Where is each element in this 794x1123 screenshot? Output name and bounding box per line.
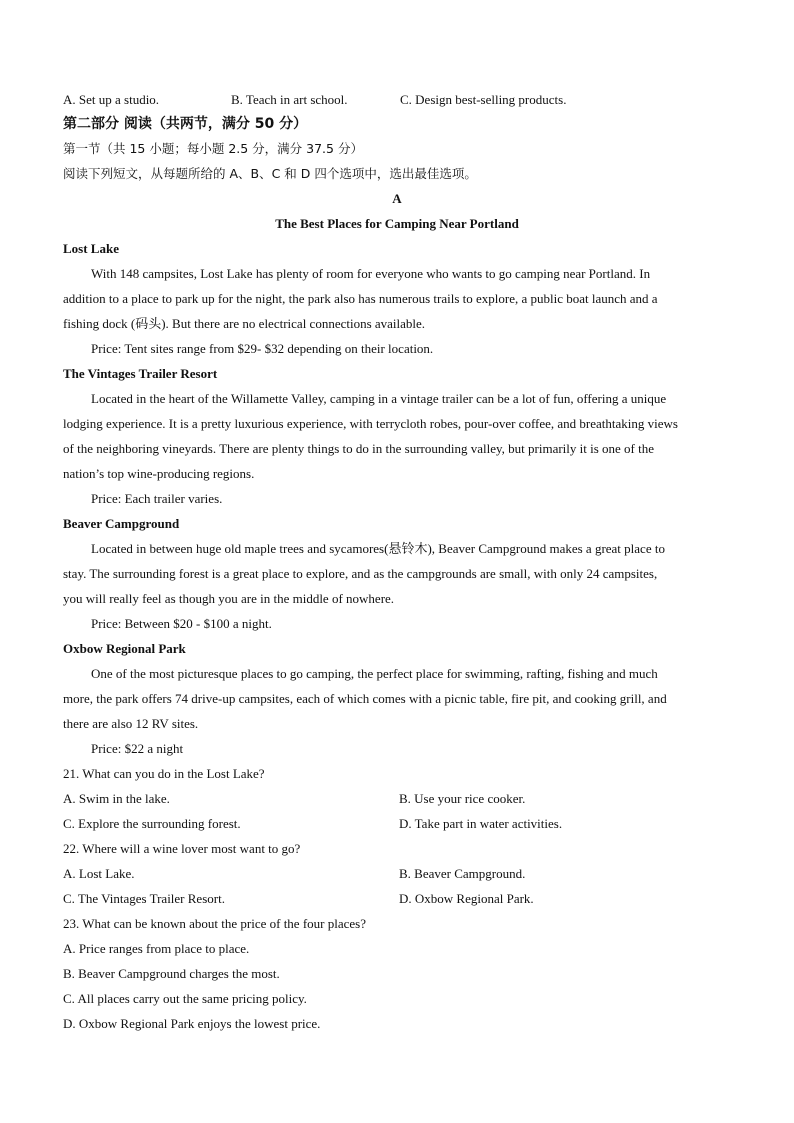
paragraph-line: more, the park offers 74 drive-up campsites, each of which comes with a picnic table, fire pit, and cooking grill, and	[63, 691, 667, 706]
paragraph-line: One of the most picturesque places to go camping, the perfect place for swimming, rafting, fishing and much	[91, 666, 658, 681]
price-line: Price: $22 a night	[91, 741, 184, 756]
prev-option-a: A. Set up a studio.	[63, 92, 160, 107]
prev-option-c: C. Design best-selling products.	[400, 92, 567, 107]
question-21-stem: 21. What can you do in the Lost Lake?	[63, 766, 265, 781]
paragraph-line: of the neighboring vineyards. There are plenty things to do in the surrounding valley, but primarily it is one of the	[63, 441, 655, 456]
price-line: Price: Tent sites range from $29- $32 depending on their location.	[91, 341, 434, 356]
section-heading-lost-lake: Lost Lake	[63, 241, 119, 256]
section-heading: 第一节（共 15 小题；每小题 2.5 分，满分 37.5 分）	[63, 141, 363, 156]
paragraph-line: addition to a place to park up for the night, the park also has numerous trails to explore, a public boat launch and a	[63, 291, 658, 306]
paragraph-line: lodging experience. It is a pretty luxurious experience, with terrycloth robes, pour-over coffee, and breathtaking views	[63, 416, 678, 431]
section-heading-beaver: Beaver Campground	[63, 516, 180, 531]
question-22-stem: 22. Where will a wine lover most want to go?	[63, 841, 301, 856]
paragraph-line: there are also 12 RV sites.	[63, 716, 199, 731]
paragraph-line: fishing dock (码头). But there are no electrical connections available.	[63, 316, 426, 331]
section-heading-oxbow: Oxbow Regional Park	[63, 641, 186, 656]
paragraph-line: stay. The surrounding forest is a great place to explore, and as the campgrounds are small, with only 24 campsites,	[63, 566, 658, 581]
question-23-option-a: A. Price ranges from place to place.	[63, 941, 250, 956]
price-line: Price: Between $20 - $100 a night.	[91, 616, 272, 631]
paragraph-line: nation’s top wine-producing regions.	[63, 466, 255, 481]
question-21-option-c: C. Explore the surrounding forest.	[63, 816, 241, 831]
prev-option-b: B. Teach in art school.	[231, 92, 348, 107]
passage-letter: A	[392, 191, 402, 206]
question-23-stem: 23. What can be known about the price of the four places?	[63, 916, 366, 931]
part-heading: 第二部分 阅读（共两节，满分 50 分）	[63, 116, 308, 132]
price-line: Price: Each trailer varies.	[91, 491, 223, 506]
paragraph-line: Located in the heart of the Willamette Valley, camping in a vintage trailer can be a lot of fun, offering a unique	[91, 391, 667, 406]
paragraph-line: With 148 campsites, Lost Lake has plenty of room for everyone who wants to go camping near Portland. In	[91, 266, 651, 281]
instructions: 阅读下列短文，从每题所给的 A、B、C 和 D 四个选项中，选出最佳选项。	[63, 166, 477, 181]
question-22-option-b: B. Beaver Campground.	[399, 866, 526, 881]
question-21-option-b: B. Use your rice cooker.	[399, 791, 526, 806]
paragraph-line: Located in between huge old maple trees and sycamores(悬铃木), Beaver Campground makes a great place to	[91, 541, 665, 556]
question-22-option-c: C. The Vintages Trailer Resort.	[63, 891, 225, 906]
question-21-option-d: D. Take part in water activities.	[399, 816, 563, 831]
question-23-option-d: D. Oxbow Regional Park enjoys the lowest price.	[63, 1016, 321, 1031]
section-heading-vintages: The Vintages Trailer Resort	[63, 366, 218, 381]
question-22-option-d: D. Oxbow Regional Park.	[399, 891, 534, 906]
paragraph-line: you will really feel as though you are in the middle of nowhere.	[63, 591, 395, 606]
question-22-option-a: A. Lost Lake.	[63, 866, 135, 881]
question-21-option-a: A. Swim in the lake.	[63, 791, 170, 806]
question-23-option-c: C. All places carry out the same pricing policy.	[63, 991, 307, 1006]
passage-title: The Best Places for Camping Near Portland	[275, 216, 519, 231]
question-23-option-b: B. Beaver Campground charges the most.	[63, 966, 280, 981]
